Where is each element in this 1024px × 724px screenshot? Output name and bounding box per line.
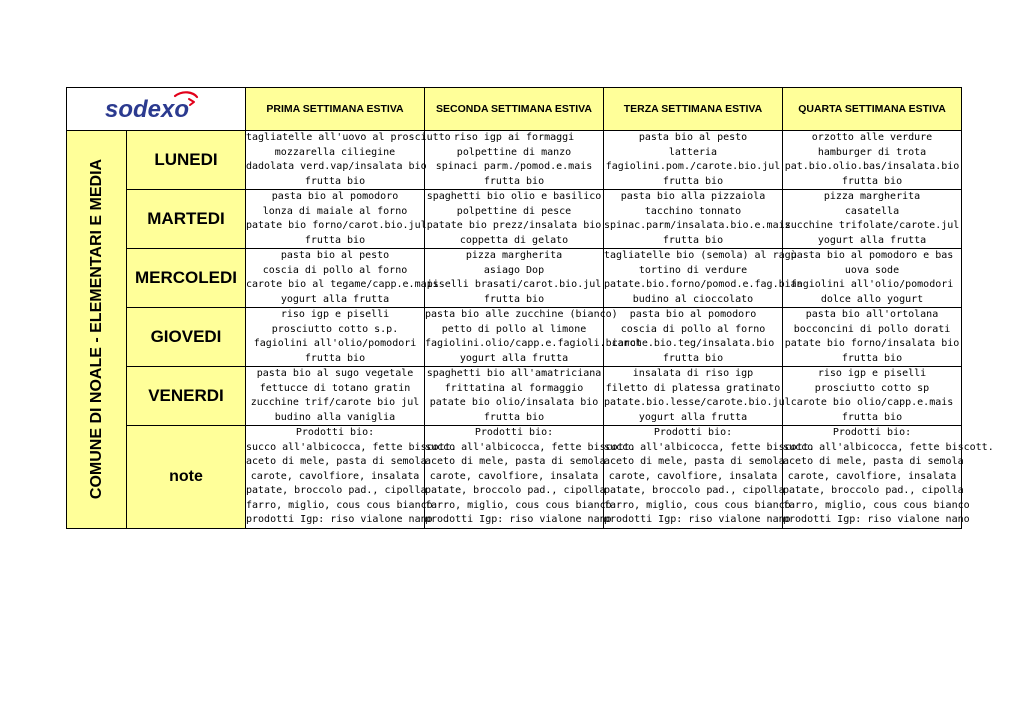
dish-line: patate bio olio/insalata bio: [429, 397, 599, 408]
dish-line: pat.bio.olio.bas/insalata.bio: [784, 161, 960, 172]
dish-line: patate bio prezz/insalata bio: [426, 220, 602, 231]
menu-cell: [783, 308, 962, 367]
dish-line: coscia di pollo al forno: [262, 264, 408, 276]
dish-line: tagliatelle all'uovo al prosciutto: [246, 132, 451, 143]
dish-line: patate bio forno/insalata bio: [784, 338, 960, 349]
menu-cell: [604, 367, 791, 426]
dish-line: frittatina al formaggio: [444, 382, 584, 394]
menu-cell: [783, 367, 962, 426]
dish-line: pasta bio al pomodoro: [271, 191, 399, 202]
note-line: patate, broccolo pad., cipolla: [783, 485, 964, 496]
dish-line: filetto di platessa gratinato: [605, 382, 781, 394]
note-line: aceto di mele, pasta di semola: [783, 456, 964, 467]
dish-line: pasta bio al pesto: [638, 132, 748, 143]
week-header-4: QUARTA SETTIMANA ESTIVA: [783, 88, 962, 131]
menu-cell: [604, 190, 791, 249]
dish-line: frutta bio: [304, 352, 366, 364]
note-line: carote, cavolfiore, insalata: [429, 470, 599, 482]
dish-line: frutta bio: [841, 411, 903, 423]
dish-line: uova sode: [844, 264, 900, 276]
dish-line: pasta bio al pomodoro e bas: [790, 250, 954, 261]
dish-line: pasta bio alle zucchine (bianco): [425, 309, 618, 320]
dish-line: frutta bio: [483, 293, 545, 305]
dish-line: frutta bio: [662, 234, 724, 246]
day-label: MERCOLEDI: [127, 249, 246, 308]
header-row: [67, 88, 962, 131]
note-line: Prodotti bio:: [295, 427, 375, 438]
day-label: LUNEDI: [127, 131, 246, 190]
menu-cell: [425, 249, 604, 308]
note-line: prodotti Igp: riso vialone nano: [604, 514, 791, 525]
note-line: farro, miglio, cous cous bianco: [425, 499, 612, 511]
dish-line: spaghetti bio all'amatriciana: [426, 368, 602, 379]
menu-cell: [783, 190, 962, 249]
dish-line: dolce allo yogurt: [820, 293, 924, 305]
note-cell: [783, 426, 994, 529]
note-row: [67, 426, 962, 529]
dish-line: latteria: [668, 146, 718, 158]
dish-line: hamburger di trota: [817, 146, 927, 158]
note-line: succo all'albicocca, fette biscott.: [246, 441, 457, 453]
dish-line: frutta bio: [483, 411, 545, 423]
dish-line: spaghetti bio olio e basilico: [426, 191, 602, 202]
note-line: patate, broccolo pad., cipolla: [604, 485, 785, 496]
menu-cell: [604, 131, 783, 190]
note-line: farro, miglio, cous cous bianco: [783, 499, 970, 511]
logo-cell: [67, 88, 246, 131]
dish-line: asiago Dop: [483, 264, 545, 276]
week-header-3: TERZA SETTIMANA ESTIVA: [604, 88, 783, 131]
note-cell: [604, 426, 815, 529]
dish-line: zucchine trif/carote bio jul: [250, 397, 420, 408]
dish-line: spinaci parm./pomod.e.mais: [435, 161, 593, 172]
note-line: succo all'albicocca, fette biscott.: [425, 441, 636, 453]
dish-line: tagliatelle bio (semola) al ragù: [604, 250, 797, 261]
note-line: farro, miglio, cous cous bianco: [604, 499, 791, 511]
day-label: GIOVEDI: [127, 308, 246, 367]
note-label: note: [127, 426, 246, 529]
note-line: Prodotti bio:: [832, 427, 912, 438]
dish-line: coscia di pollo al forno: [620, 323, 766, 335]
dish-line: tortino di verdure: [638, 264, 748, 276]
dish-line: patate.bio.forno/pomod.e.fag.bian: [604, 279, 803, 290]
note-line: aceto di mele, pasta di semola: [604, 456, 785, 467]
dish-line: fagiolini.olio/capp.e.fagioli.bianch: [425, 338, 642, 349]
note-line: prodotti Igp: riso vialone nano: [246, 514, 433, 525]
dish-line: tacchino tonnato: [644, 205, 742, 217]
dish-line: fagiolini all'olio/pomodori: [253, 338, 417, 349]
menu-cell: [783, 131, 962, 190]
dish-line: pasta bio alla pizzaiola: [620, 191, 766, 202]
dish-line: fagiolini all'olio/pomodori: [790, 279, 954, 290]
dish-line: patate.bio.lesse/carote.bio.jul: [604, 397, 791, 408]
menu-cell: [425, 308, 642, 367]
dish-line: carote bio al tegame/capp.e.mais: [246, 279, 439, 290]
dish-line: fettucce di totano gratin: [259, 382, 411, 394]
dish-line: pasta bio al sugo vegetale: [256, 368, 414, 379]
day-row-lunedi: [67, 131, 962, 190]
note-line: prodotti Igp: riso vialone nano: [783, 514, 970, 525]
note-cell: [425, 426, 636, 529]
note-line: patate, broccolo pad., cipolla: [425, 485, 606, 496]
dish-line: coppetta di gelato: [459, 234, 569, 246]
dish-line: pasta bio al pesto: [280, 250, 390, 261]
dish-line: petto di pollo al limone: [441, 323, 587, 335]
menu-cell: [425, 367, 604, 426]
dish-line: riso igp e piselli: [817, 368, 927, 379]
dish-line: pizza margherita: [823, 191, 921, 202]
note-line: prodotti Igp: riso vialone nano: [425, 514, 612, 525]
dish-line: fagiolini.pom./carote.bio.jul: [605, 161, 781, 172]
dish-line: yogurt alla frutta: [280, 293, 390, 305]
day-row-venerdi: [67, 367, 962, 426]
dish-line: carote bio olio/capp.e.mais: [790, 397, 954, 408]
dish-line: riso igp ai formaggi: [453, 132, 575, 143]
dish-line: pasta bio all'ortolana: [805, 309, 939, 320]
dish-line: frutta bio: [304, 234, 366, 246]
note-line: carote, cavolfiore, insalata: [787, 470, 957, 482]
dish-line: polpettine di manzo: [456, 146, 572, 158]
note-line: carote, cavolfiore, insalata: [608, 470, 778, 482]
menu-cell: [604, 308, 783, 367]
menu-cell: [246, 308, 425, 367]
note-line: carote, cavolfiore, insalata: [250, 470, 420, 482]
dish-line: patate bio forno/carot.bio.jul: [246, 220, 427, 231]
dish-line: frutta bio: [841, 352, 903, 364]
dish-line: frutta bio: [662, 175, 724, 187]
week-header-1: PRIMA SETTIMANA ESTIVA: [246, 88, 425, 131]
dish-line: budino alla vaniglia: [274, 411, 396, 423]
dish-line: pasta bio al pomodoro: [629, 309, 757, 320]
day-row-giovedi: [67, 308, 962, 367]
dish-line: bocconcini di pollo dorati: [793, 323, 951, 335]
menu-cell: [246, 131, 451, 190]
day-row-mercoledi: [67, 249, 962, 308]
dish-line: yogurt alla frutta: [459, 352, 569, 364]
dish-line: pizza margherita: [465, 250, 563, 261]
note-line: succo all'albicocca, fette biscott.: [604, 441, 815, 453]
dish-line: frutta bio: [662, 352, 724, 364]
svg-text:sodexo: sodexo: [105, 96, 190, 123]
menu-cell: [246, 367, 425, 426]
menu-cell: [425, 131, 604, 190]
menu-cell: [604, 249, 803, 308]
menu-table: [66, 87, 994, 529]
dish-line: dadolata verd.vap/insalata bio: [246, 161, 427, 172]
dish-line: budino al cioccolato: [632, 293, 754, 305]
dish-line: lonza di maiale al forno: [262, 205, 408, 217]
day-label: VENERDI: [127, 367, 246, 426]
dish-line: mozzarella ciliegine: [274, 146, 396, 158]
dish-line: zucchine trifolate/carote.jul: [784, 220, 960, 231]
dish-line: frutta bio: [841, 175, 903, 187]
dish-line: orzotto alle verdure: [811, 132, 933, 143]
comune-label: COMUNE DI NOALE - ELEMENTARI E MEDIA: [87, 159, 105, 500]
menu-cell: [425, 190, 604, 249]
note-line: aceto di mele, pasta di semola: [246, 456, 427, 467]
note-line: farro, miglio, cous cous bianco: [246, 499, 433, 511]
note-line: aceto di mele, pasta di semola: [425, 456, 606, 467]
dish-line: prosciutto cotto s.p.: [271, 323, 399, 335]
menu-cell: [246, 190, 425, 249]
comune-label-cell: [67, 131, 127, 529]
week-header-2: SECONDA SETTIMANA ESTIVA: [425, 88, 604, 131]
sodexo-logo: [101, 90, 211, 124]
dish-line: piselli brasati/carot.bio.jul: [426, 279, 602, 290]
dish-line: spinac.parm/insalata.bio.e.mais: [604, 220, 791, 231]
dish-line: yogurt alla frutta: [817, 234, 927, 246]
dish-line: frutta bio: [483, 175, 545, 187]
dish-line: frutta bio: [304, 175, 366, 187]
dish-line: casatella: [844, 205, 900, 217]
dish-line: riso igp e piselli: [280, 309, 390, 320]
note-line: succo all'albicocca, fette biscott.: [783, 441, 994, 453]
day-label: MARTEDI: [127, 190, 246, 249]
dish-line: prosciutto cotto sp: [814, 382, 930, 394]
dish-line: insalata di riso igp: [632, 368, 754, 379]
day-row-martedi: [67, 190, 962, 249]
note-line: patate, broccolo pad., cipolla: [246, 485, 427, 496]
dish-line: yogurt alla frutta: [638, 411, 748, 423]
menu-cell: [783, 249, 962, 308]
note-line: Prodotti bio:: [653, 427, 733, 438]
note-cell: [246, 426, 457, 529]
dish-line: polpettine di pesce: [456, 205, 572, 217]
note-line: Prodotti bio:: [474, 427, 554, 438]
dish-line: carote.bio.teg/insalata.bio: [611, 338, 775, 349]
menu-cell: [246, 249, 439, 308]
